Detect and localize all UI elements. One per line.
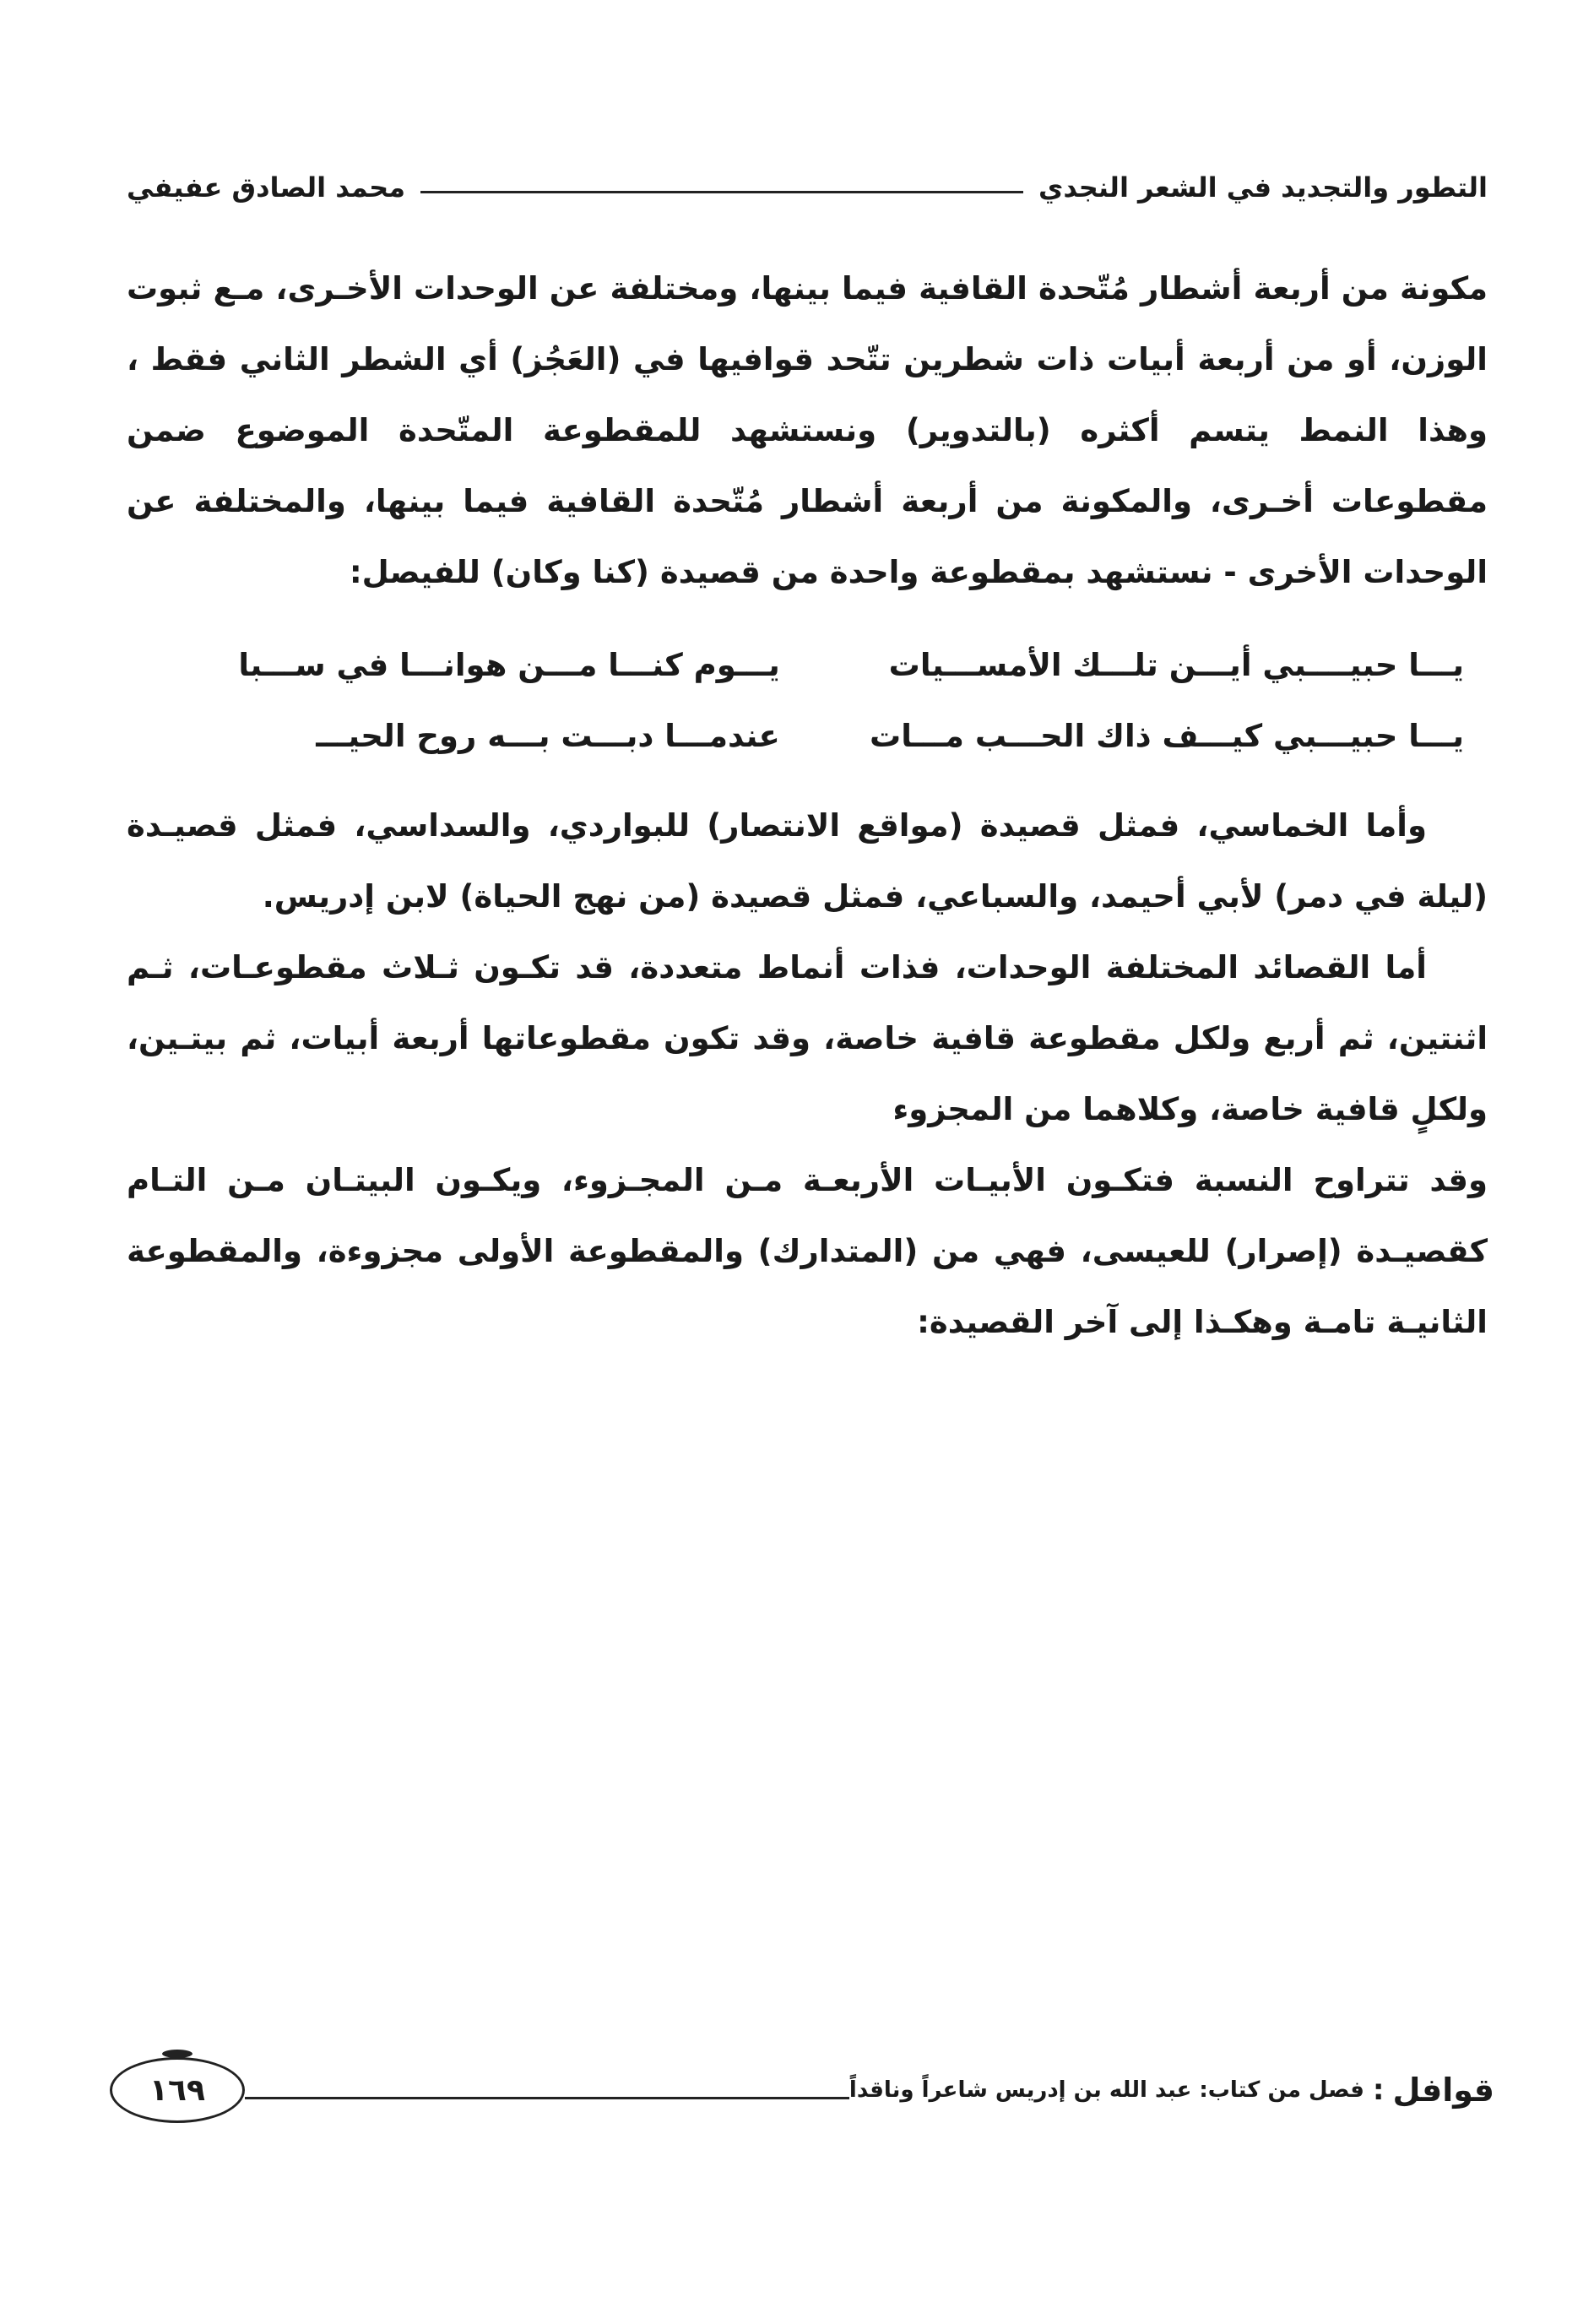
paragraph-4: وقد تتراوح النسبة فتكـون الأبيـات الأربعـة مـن المجـزوء، ويكـون البيتـان مـن التـام كقصيـدة (إصرار) للعيسى، فهي من (المتدارك) والمقطوعة الأولى مجزوءة، والمقطوعة الثانيـة تامـة وهكـذا إلى آخر القصيدة: [127, 1162, 1488, 1340]
verse-hemistich-first: يـــا حبيــــبي أيـــن تلـــك الأمســـيات [888, 647, 1464, 683]
footer-rule [245, 2097, 849, 2099]
footer-colon: : [1372, 2073, 1385, 2107]
paragraph-1: مكونة من أربعة أشطار مُتّحدة القافية فيما بينها، ومختلفة عن الوحدات الأخـرى، مـع ثبوت الوزن، أو من أربعة أبيات ذات شطرين تتّحد قوافيها في (العَجُز) أي الشطر الثاني فقط ، وهذا النمط يتسم أكثره (بالتدوير) ونستشهد للمقطوعة المتّحدة الموضوع ضمن مقطوعات أخـرى، والمكونة من أربعة أشطار مُتّحدة القافية فيما بينها، والمختلفة عن الوحدات الأخرى - نستشهد بمقطوعة واحدة من قصيدة (كنا وكان) للفيصل: [127, 270, 1488, 590]
badge-flourish [162, 2050, 192, 2058]
book-title: التطور والتجديد في الشعر النجدي [1038, 171, 1488, 204]
page-body [127, 253, 1488, 1358]
header-rule [420, 191, 1023, 193]
verse-hemistich-second: عندمـــا دبـــت بـــه روح الحيـــ [316, 718, 780, 754]
verse-line-1 [127, 630, 1488, 701]
verse-hemistich-first: يـــا حبيـــبي كيـــف ذاك الحـــب مـــات [870, 718, 1464, 754]
page-number: ١٦٩ [149, 2072, 205, 2108]
paragraph-3: أما القصائد المختلفة الوحدات، فذات أنماط متعددة، قد تكـون ثـلاث مقطوعـات، ثـم اثنتين، ثم أربع ولكل مقطوعة قافية خاصة، وقد تكون مقطوعاتها أربعة أبيات، ثم بيتـين، ولكلٍ قافية خاصة، وكلاهما من المجزوء [127, 949, 1488, 1127]
paragraph-2: وأما الخماسي، فمثل قصيدة (مواقع الانتصار) للبواردي، والسداسي، فمثل قصيـدة (ليلة في دمر) لأبي أحيمد، والسباعي، فمثل قصيدة (من نهج الحياة) لابن إدريس. [127, 807, 1488, 915]
page-footer [110, 2044, 1494, 2137]
footer-brand: قوافل [1392, 2072, 1494, 2109]
running-header [127, 162, 1488, 213]
verse-line-2 [127, 701, 1488, 772]
verse-hemistich-second: يـــوم كنـــا مـــن هوانـــا في ســـبا [238, 647, 780, 683]
author-name: محمد الصادق عفيفي [127, 171, 406, 204]
footer-source: فصل من كتاب: عبد الله بن إدريس شاعراً وناقداً [849, 2077, 1364, 2103]
page-number-badge [110, 2057, 245, 2123]
verse-block [127, 630, 1488, 772]
